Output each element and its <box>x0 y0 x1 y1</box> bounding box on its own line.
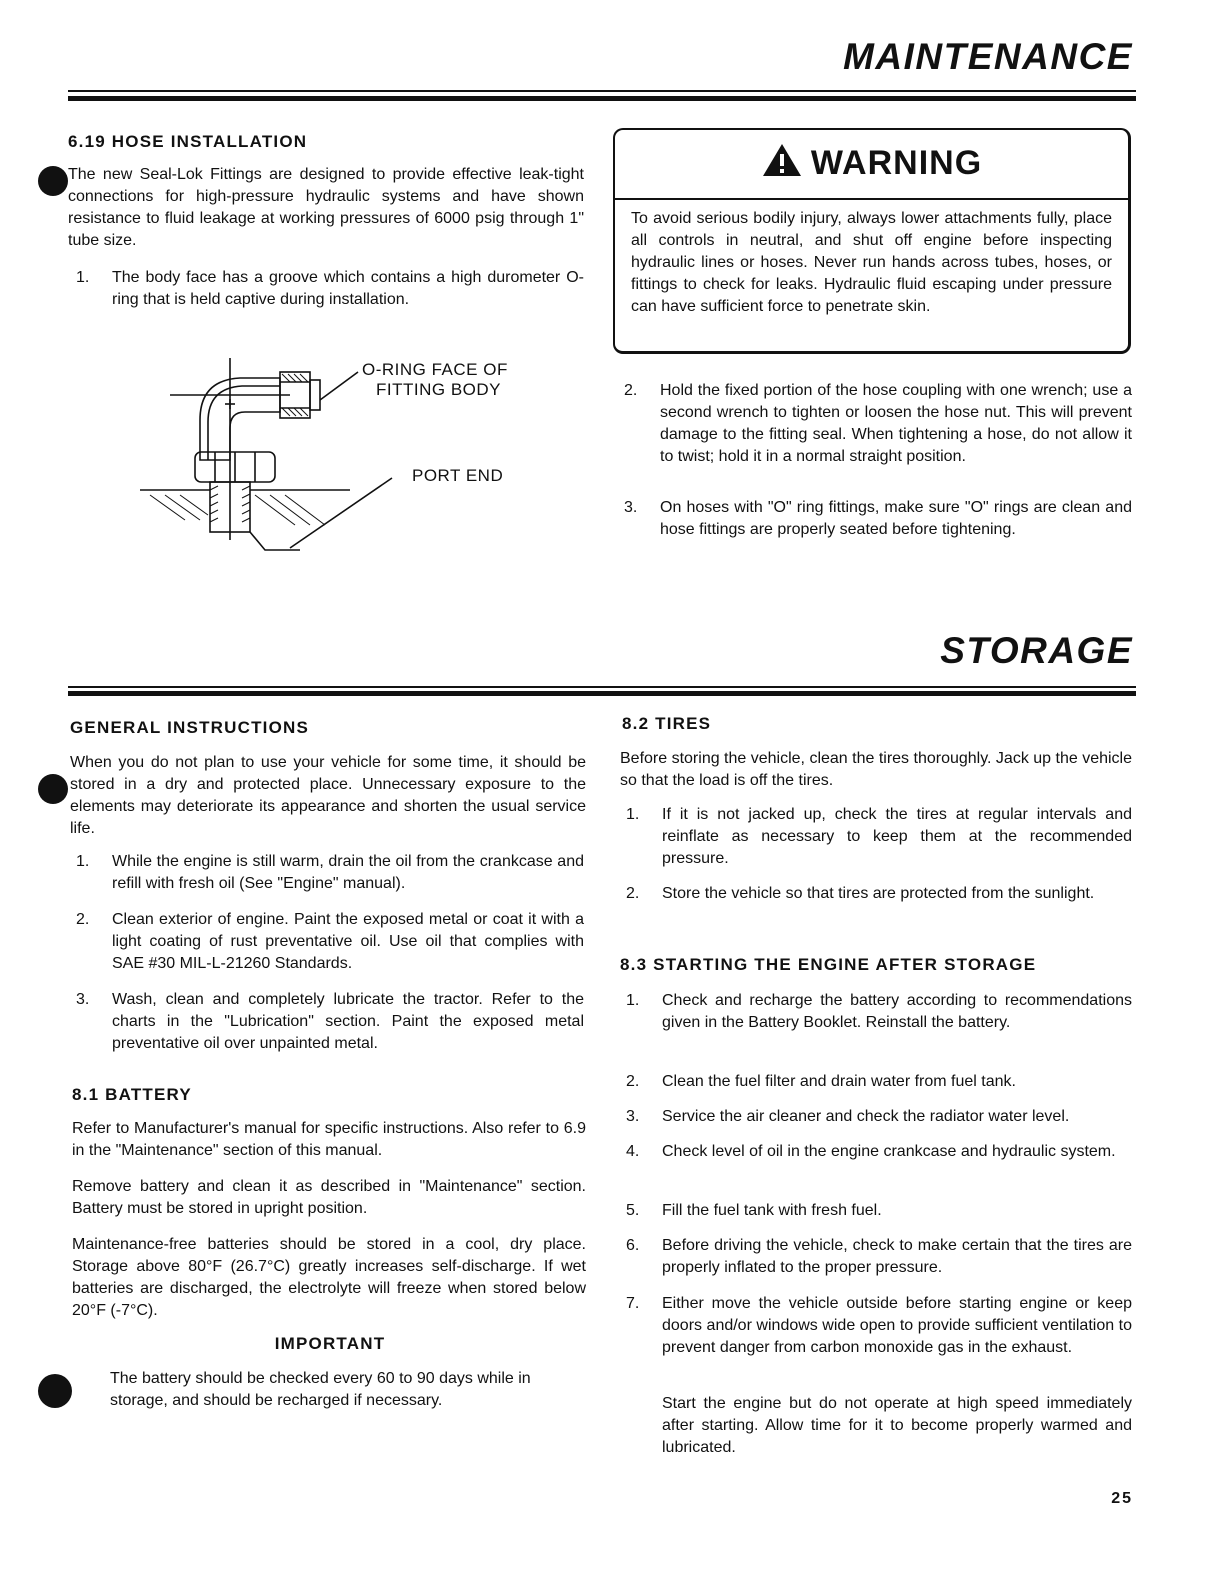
item-text: Wash, clean and completely lubricate the tractor. Refer to the charts in the "Lubrication" section. Paint the exposed metal preventative oil over unpainted metal. <box>112 991 584 1052</box>
item-number: 5. <box>626 1202 640 1219</box>
warning-box <box>613 128 1131 354</box>
warning-triangle-icon <box>761 142 803 178</box>
item-text: Service the air cleaner and check the radiator water level. <box>662 1108 1070 1125</box>
step-number: 2. <box>624 382 638 399</box>
important-text: The battery should be checked every 60 to 90 days while in storage, and should be recharged if necessary. <box>110 1370 531 1409</box>
item-number: 1. <box>626 992 640 1009</box>
oring-label-line2: FITTING BODY <box>376 380 501 399</box>
battery-paragraph-2: Remove battery and clean it as described in "Maintenance" section. Battery must be stored in upright position. <box>72 1178 586 1217</box>
item-text: Store the vehicle so that tires are protected from the sunlight. <box>662 885 1095 902</box>
item-number: 2. <box>626 885 640 902</box>
item-text: If it is not jacked up, check the tires at regular intervals and reinflate as necessary to keep them at the recommended pressure. <box>662 806 1132 867</box>
item-number: 2. <box>76 911 90 928</box>
general-intro-paragraph: When you do not plan to use your vehicle for some time, it should be stored in a dry and protected place. Unnecessary exposure to the elements may deteriorate its appearance and shorten the usual service life. <box>70 754 586 837</box>
item-text: Fill the fuel tank with fresh fuel. <box>662 1202 882 1219</box>
item-text: Clean the fuel filter and drain water from fuel tank. <box>662 1073 1016 1090</box>
oring-label-line1: O-RING FACE OF <box>362 360 508 379</box>
margin-bullet <box>38 774 68 804</box>
item-text: Before driving the vehicle, check to make certain that the tires are properly inflated to the proper pressure. <box>662 1237 1132 1276</box>
item-number: 6. <box>626 1237 640 1254</box>
battery-paragraph-1: Refer to Manufacturer's manual for specific instructions. Also refer to 6.9 in the "Maintenance" section of this manual. <box>72 1120 586 1159</box>
margin-bullet <box>38 1374 72 1408</box>
storage-rule-thin <box>68 686 1136 688</box>
tires-heading: 8.2 TIRES <box>622 714 712 733</box>
important-heading: IMPORTANT <box>274 1334 386 1353</box>
step-text: On hoses with "O" ring fittings, make sure "O" rings are clean and hose fittings are properly seated before tightening. <box>660 499 1132 538</box>
item-number: 1. <box>626 806 640 823</box>
item-number: 3. <box>76 991 90 1008</box>
battery-paragraph-3: Maintenance-free batteries should be stored in a cool, dry place. Storage above 80°F (26.7°C) greatly increases self-discharge. If wet batteries are discharged, the electrolyte will freeze when stored below 20°F (-7°C). <box>72 1236 586 1319</box>
port-end-label: PORT END <box>412 466 504 485</box>
warning-title: WARNING <box>810 144 983 182</box>
general-instructions-heading: GENERAL INSTRUCTIONS <box>70 718 310 737</box>
item-text: Either move the vehicle outside before starting engine or keep doors and/or windows wide open to provide sufficient ventilation to prevent danger from carbon monoxide gas in the exhaust. <box>662 1295 1132 1356</box>
warning-heading <box>615 142 1128 183</box>
item-text: Clean exterior of engine. Paint the exposed metal or coat it with a light coating of rust preventative oil. Use oil that complies with SAE #30 MIL-L-21260 Standards. <box>112 911 584 972</box>
margin-bullet <box>38 166 68 196</box>
item-number: 1. <box>76 853 90 870</box>
step-number: 1. <box>76 269 90 286</box>
header-rule-thick <box>68 96 1136 101</box>
storage-title: STORAGE <box>940 630 1133 671</box>
header-rule-thin <box>68 90 1136 92</box>
battery-heading: 8.1 BATTERY <box>72 1085 192 1104</box>
item-number: 7. <box>626 1295 640 1312</box>
tires-intro-paragraph: Before storing the vehicle, clean the tires thoroughly. Jack up the vehicle so that the load is off the tires. <box>620 750 1132 789</box>
item-number: 2. <box>626 1073 640 1090</box>
warning-text: To avoid serious bodily injury, always lower attachments fully, place all controls in neutral, and shut off engine before inspecting hydraulic lines or hoses. Never run hands across tubes, hoses, or fittings to check for leaks. Hydraulic fluid escaping under pressure can have sufficient force to penetrate skin. <box>631 210 1112 315</box>
starting-engine-heading: 8.3 STARTING THE ENGINE AFTER STORAGE <box>620 955 1037 974</box>
starting-closing-paragraph: Start the engine but do not operate at high speed immediately after starting. Allow time for it to become properly warmed and lubricated. <box>662 1395 1132 1456</box>
maintenance-title: MAINTENANCE <box>843 36 1133 77</box>
hose-intro-paragraph: The new Seal-Lok Fittings are designed to provide effective leak-tight connections for high-pressure hydraulic systems and have shown resistance to fluid leakage at working pressures of 6000 psig through 1" tube size. <box>68 166 584 249</box>
warning-divider <box>615 198 1128 200</box>
hose-installation-heading: 6.19 HOSE INSTALLATION <box>68 132 308 151</box>
item-number: 4. <box>626 1143 640 1160</box>
item-text: Check and recharge the battery according to recommendations given in the Battery Booklet. Reinstall the battery. <box>662 992 1132 1031</box>
step-text: The body face has a groove which contains a high durometer O-ring that is held captive during installation. <box>112 269 584 308</box>
item-number: 3. <box>626 1108 640 1125</box>
item-text: Check level of oil in the engine crankcase and hydraulic system. <box>662 1143 1116 1160</box>
storage-rule-thick <box>68 691 1136 696</box>
item-text: While the engine is still warm, drain the oil from the crankcase and refill with fresh oil (See "Engine" manual). <box>112 853 584 892</box>
step-number: 3. <box>624 499 638 516</box>
page-number: 25 <box>1111 1490 1133 1507</box>
step-text: Hold the fixed portion of the hose coupling with one wrench; use a second wrench to tighten or loosen the hose nut. This will prevent damage to the fitting seal. When tightening a hose, do not allow it to twist; hold it in a normal straight position. <box>660 382 1132 465</box>
